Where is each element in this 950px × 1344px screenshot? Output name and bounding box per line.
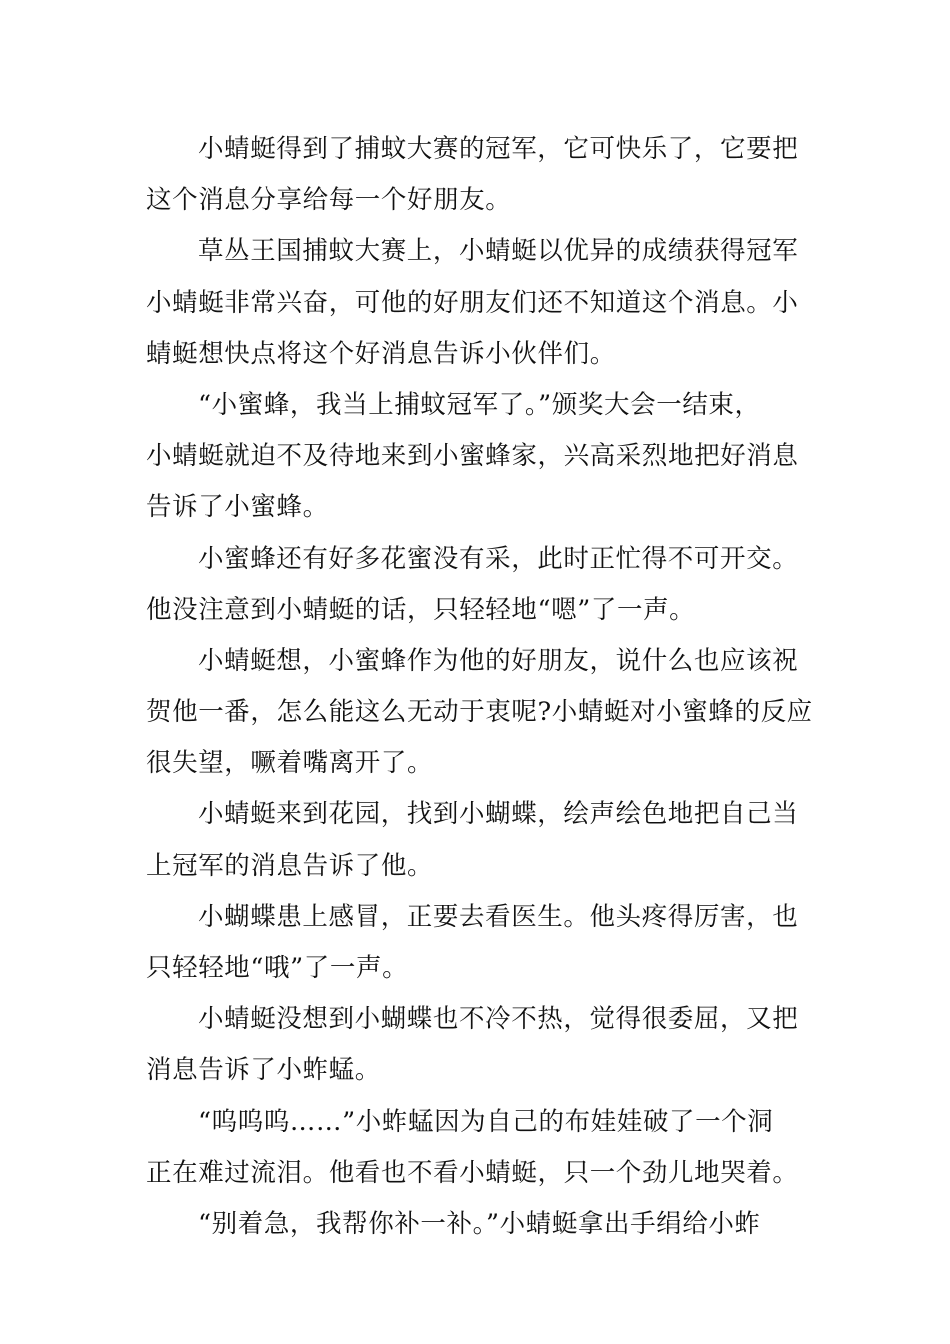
text-line: “别着急，我帮你补一补。”小蜻蜓拿出手绢给小蚱 (198, 1208, 761, 1239)
text-line: “小蜜蜂，我当上捕蚊冠军了。”颁奖大会一结束， (198, 389, 761, 420)
story-text (146, 124, 813, 1250)
text-line: 很失望，噘着嘴离开了。 (146, 748, 434, 779)
text-line: 贺他一番，怎么能这么无动于衷呢?小蜻蜓对小蜜蜂的反应 (146, 697, 813, 728)
text-line: “呜呜呜……”小蚱蜢因为自己的布娃娃破了一个洞 (198, 1106, 774, 1137)
text-line: 他没注意到小蜻蜓的话，只轻轻地“嗯”了一声。 (146, 594, 696, 625)
text-line: 小蜻蜓非常兴奋，可他的好朋友们还不知道这个消息。小 (146, 287, 799, 318)
text-line: 小蜻蜓就迫不及待地来到小蜜蜂家，兴高采烈地把好消息 (146, 441, 799, 472)
text-line: 这个消息分享给每一个好朋友。 (146, 185, 512, 216)
text-line: 小蜜蜂还有好多花蜜没有采，此时正忙得不可开交。 (198, 543, 799, 574)
text-line: 只轻轻地“哦”了一声。 (146, 953, 409, 983)
text-line: 小蜻蜓没想到小蝴蝶也不冷不热，觉得很委屈，又把 (198, 1004, 799, 1035)
text-line: 小蜻蜓想，小蜜蜂作为他的好朋友，说什么也应该祝 (198, 645, 799, 676)
text-line: 蜻蜓想快点将这个好消息告诉小伙伴们。 (146, 338, 616, 369)
text-line: 告诉了小蜜蜂。 (146, 492, 329, 523)
text-line: 消息告诉了小蚱蜢。 (146, 1055, 381, 1086)
text-line: 正在难过流泪。他看也不看小蜻蜓，只一个劲儿地哭着。 (146, 1157, 799, 1188)
text-line: 上冠军的消息告诉了他。 (146, 850, 434, 881)
text-line: 小蜻蜓来到花园，找到小蝴蝶，绘声绘色地把自己当 (198, 799, 799, 830)
text-line: 草丛王国捕蚊大赛上，小蜻蜓以优异的成绩获得冠军 (198, 236, 799, 267)
text-line: 小蜻蜓得到了捕蚊大赛的冠军，它可快乐了，它要把 (198, 134, 799, 164)
text-line: 小蝴蝶患上感冒，正要去看医生。他头疼得厉害，也 (198, 901, 799, 932)
